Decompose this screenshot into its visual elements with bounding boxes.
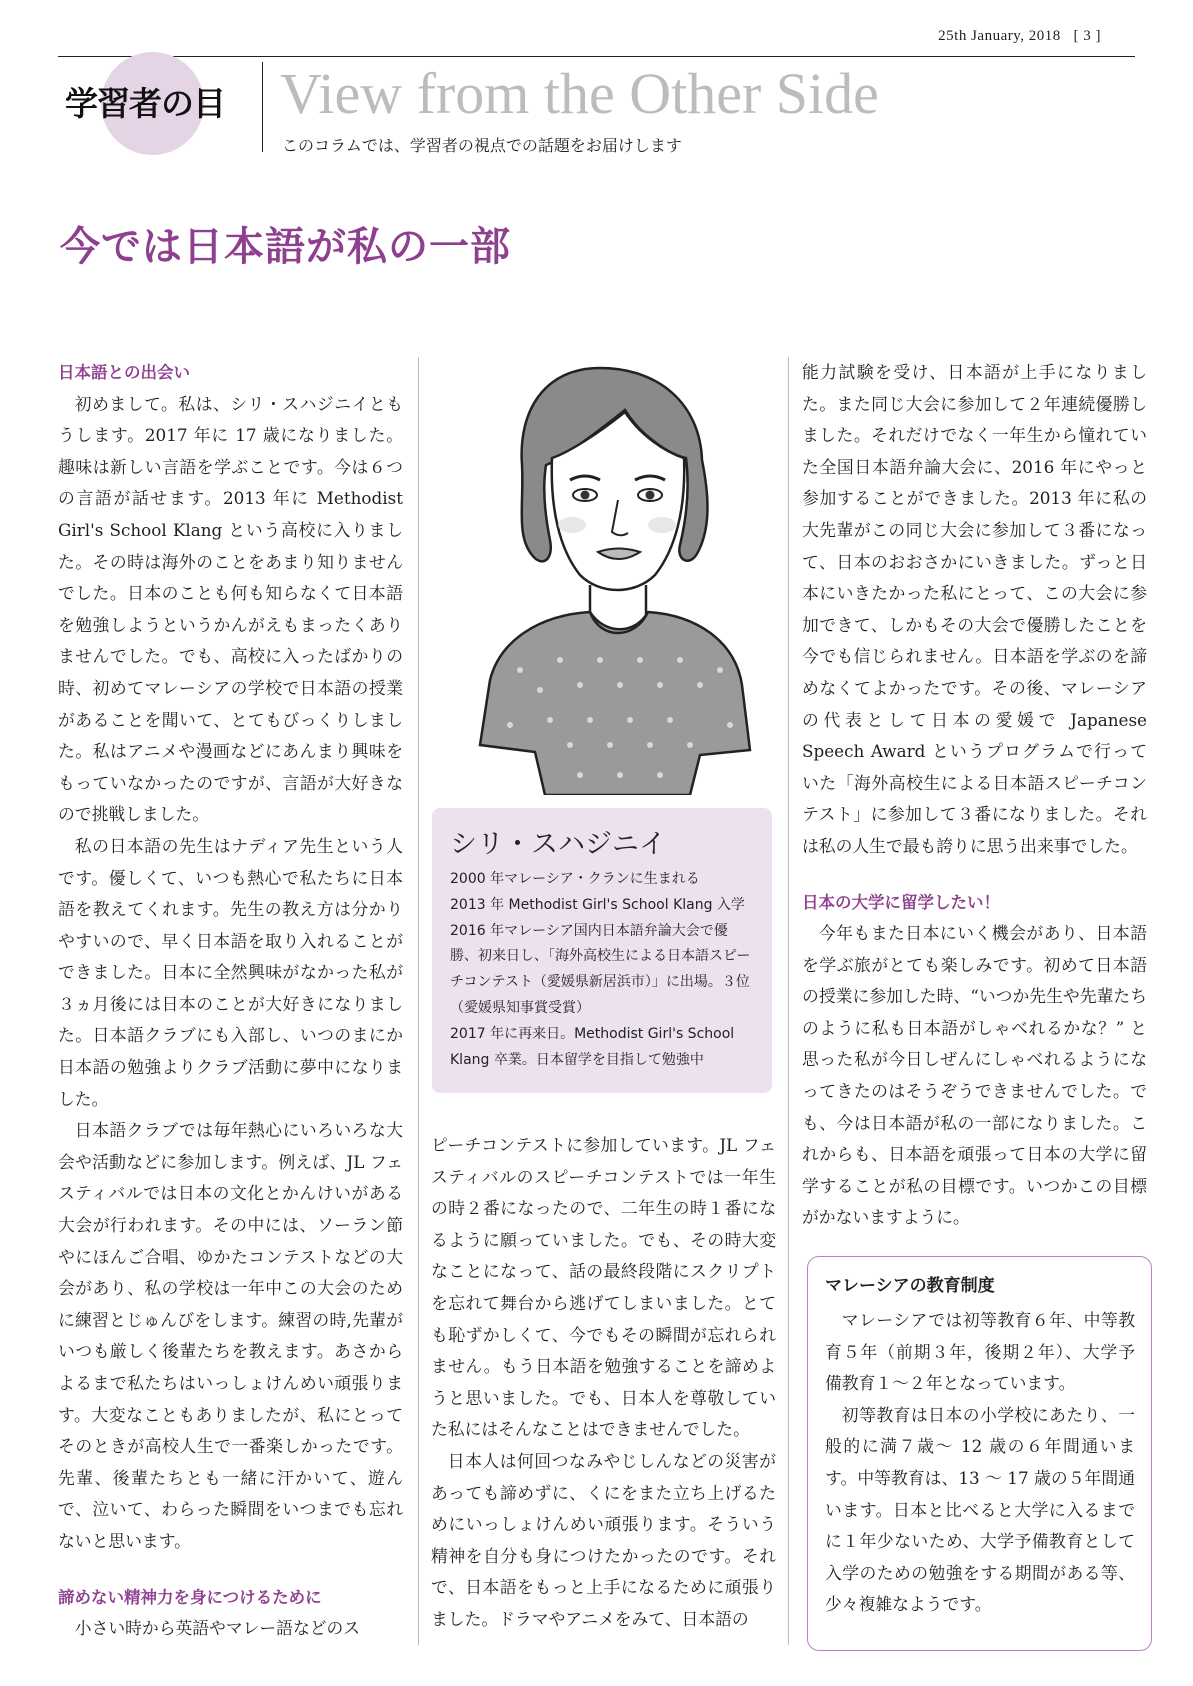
column-subtitle: このコラムでは、学習者の視点での話題をお届けします	[282, 136, 682, 155]
paragraph: マレーシアでは初等教育６年、中等教育５年（前期３年，後期２年）、大学予備教育１～２年となっています。	[825, 1310, 1135, 1394]
section-heading: 日本の大学に留学したい！	[802, 892, 1000, 912]
profile-details	[450, 867, 754, 1073]
paragraph: 日本人は何回つなみやじしんなどの災害があっても諦めずに、くにをまた立ち上げるためにいっしょけんめい頑張ります。そういう精神を自分も身につけたかったのです。それで、日本語をもっと上手になるために頑張りました。ドラマやアニメをみて、日本語の	[431, 1450, 776, 1629]
section-heading: 諦めない精神力を身につけるために	[58, 1587, 322, 1607]
top-rule	[58, 56, 1135, 57]
paragraph: ピーチコンテストに参加しています。JL フェスティバルのスピーチコンテストでは一年生の時２番になったので、二年生の時１番になるように願っていました。でも、その時大変なことになって、話の最終段階にスクリプトを忘れて舞台から逃げてしまいました。とても恥ずかしくて、今でもその瞬間が忘れられません。もう日本語を勉強することを諦めようと思いました。でも、日本人を尊敬していた私にはそんなことはできませんでした。	[431, 1135, 776, 1440]
header-divider	[262, 62, 263, 152]
paragraph: 今年もまた日本にいく機会があり、日本語を学ぶ旅がとても楽しみです。初めて日本語の授業に参加した時、“いつか先生や先輩たちのように私も日本語がしゃべれるかな？” と思った私が今日しぜんにしゃべれるようになってきたのはそうぞうできませんでした。でも、今は日本語が私の一部になりました。これからも、日本語を頑張って日本の大学に留学することが私の目標です。いつかこの目標がかないますように。	[802, 923, 1147, 1228]
column-2	[431, 1130, 776, 1636]
section-heading: 日本語との出会い	[58, 363, 190, 382]
paragraph: 初めまして。私は、シリ・スハジニイともうします。2017 年に 17 歳になりました。趣味は新しい言語を学ぶことです。今は６つの言語が話せます。2013 年に Methodist Girl's School Klang という高校に入りました。その時は海外のことをあまり知りませんでした。日本のことも何も知らなくて日本語を勉強しようというかんがえもまったくありませんでした。でも、高校に入ったばかりの時、初めてマレーシアの学校で日本語の授業があることを聞いて、とてもびっくりしました。私はアニメや漫画などにあんまり興味をもっていなかったのですが、言語が大好きなので挑戦しました。	[58, 393, 403, 825]
profile-line: 2017 年に再来日。Methodist Girl's School Klang 卒業。日本留学を目指して勉強中	[450, 1025, 735, 1068]
article-headline: 今では日本語が私の一部	[60, 224, 511, 270]
paragraph: 初等教育は日本の小学校にあたり、一般的に満７歳～ 12 歳の６年間通います。中等教育は、13 ～ 17 歳の５年間通います。日本と比べると大学に入るまでに１年少ないため、大学予備教育として入学のための勉強をする期間がある等、少々複雑なようです。	[825, 1404, 1135, 1615]
column-divider	[788, 357, 789, 1645]
education-system-sidebar	[807, 1256, 1152, 1651]
column-label: 学習者の目	[65, 84, 225, 123]
profile-line: 2000 年マレーシア・クランに生まれる	[450, 871, 700, 887]
student-portrait-illustration	[450, 340, 768, 795]
issue-date-and-page	[938, 28, 1101, 45]
paragraph: 能力試験を受け、日本語が上手になりました。また同じ大会に参加して２年連続優勝しました。それだけでなく一年生から憧れていた全国日本語弁論大会に、2016 年にやっと参加することができました。2013 年に私の大先輩がこの同じ大会に参加して３番になって、日本のおおさかにいきました。ずっと日本にいきたかった私にとって、この大会に参加できて、しかもその大会で優勝したことを今でも信じられません。日本語を学ぶのを諦めなくてよかったです。その後、マレーシアの代表として日本の愛媛で Japanese Speech Award というプログラムで行っていた「海外高校生による日本語スピーチコンテスト」に参加して３番になりました。それは私の人生で最も誇りに思う出来事でした。	[802, 362, 1147, 856]
sidebar-title: マレーシアの教育制度	[825, 1276, 995, 1296]
issue-date: 25th January, 2018	[938, 28, 1061, 44]
page-number: [ 3 ]	[1073, 28, 1101, 44]
column-divider	[418, 357, 419, 1645]
paragraph: 小さい時から英語やマレー語などのス	[74, 1618, 361, 1639]
paragraph: 私の日本語の先生はナディア先生という人です。優しくて、いつも熱心で私たちに日本語を教えてくれます。先生の教え方は分かりやすいので、早く日本語を取り入れることができました。日本に全然興味がなかった私が３ヵ月後には日本のことが大好きになりました。日本語クラブにも入部し、いつのまにか日本語の勉強よりクラブ活動に夢中になりました。	[58, 835, 403, 1109]
paragraph: 日本語クラブでは毎年熱心にいろいろな大会や活動などに参加します。例えば、JL フェスティバルでは日本の文化とかんけいがある大会が行われます。その中には、ソーラン節やにほんご合唱、ゆかたコンテストなどの大会があり、私の学校は一年中この大会のために練習とじゅんびをします。練習の時,先輩がいつも厳しく後輩たちを教えます。あさからよるまで私たちはいっしょけんめい頑張ります。大変なこともありましたが、私にとってそのときが高校人生で一番楽しかったです。先輩、後輩たちとも一緒に汗かいて、遊んで、泣いて、わらった瞬間をいつまでも忘れないと思います。	[58, 1120, 403, 1551]
profile-name: シリ・スハジニイ	[450, 829, 666, 860]
column-title: View from the Other Side	[280, 61, 879, 126]
profile-line: 2016 年マレーシア国内日本語弁論大会で優勝、初来日し、「海外高校生による日本語スピーチコンテスト（愛媛県新居浜市）」に出場。３位（愛媛県知事賞受賞）	[450, 922, 751, 1016]
profile-box	[432, 808, 772, 1093]
profile-line: 2013 年 Methodist Girl's School Klang 入学	[450, 896, 745, 913]
column-3	[802, 357, 1147, 1234]
column-1	[58, 357, 403, 1645]
